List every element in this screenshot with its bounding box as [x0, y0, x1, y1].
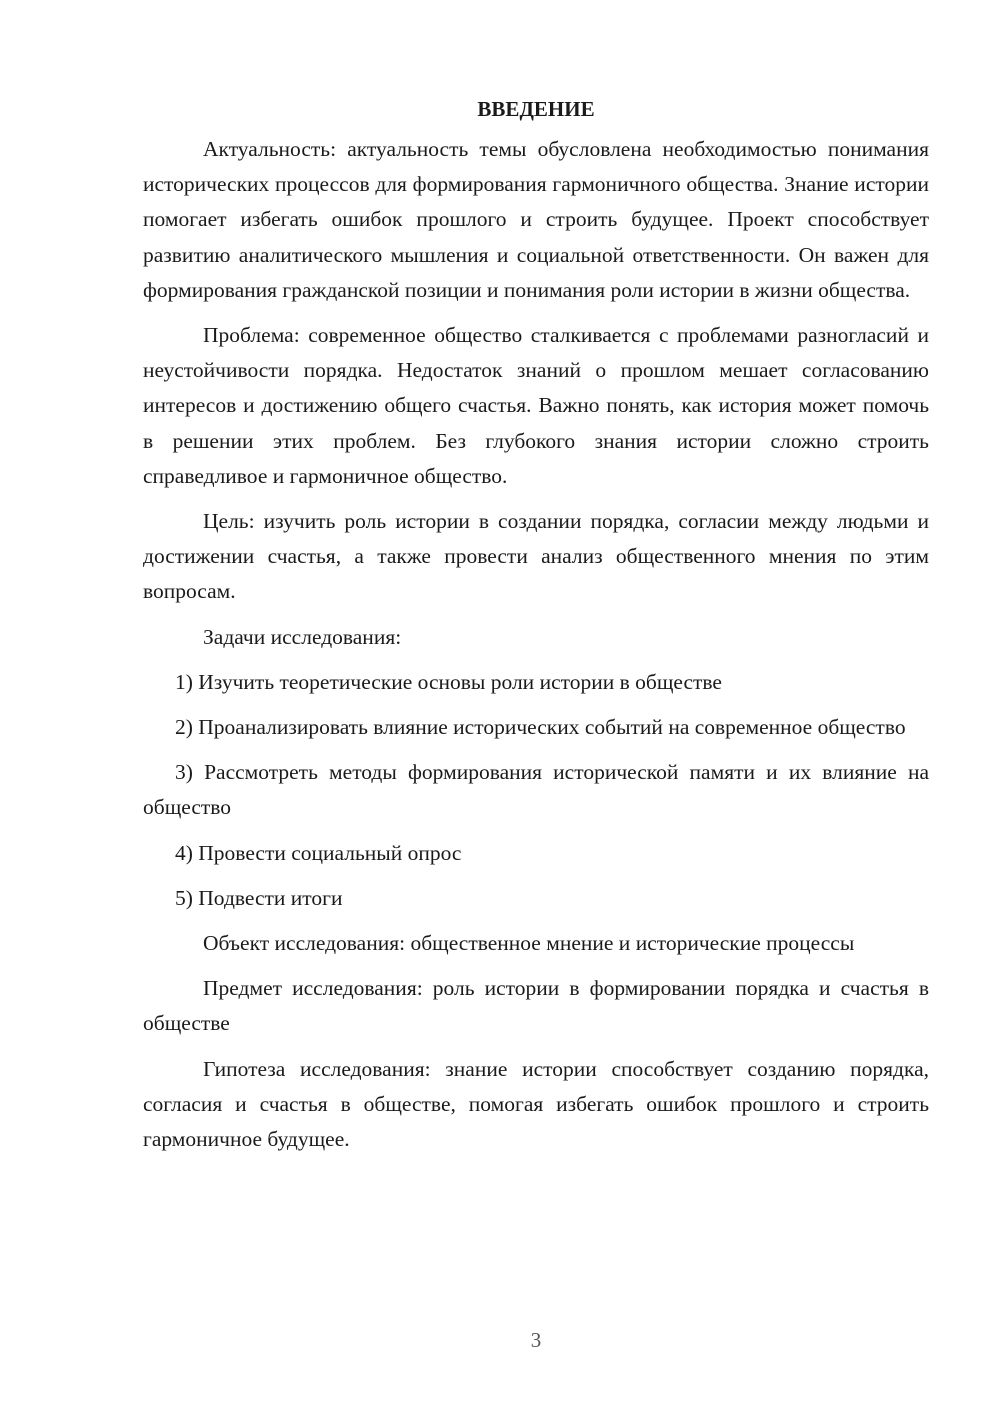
tasks-heading: Задачи исследования:: [203, 624, 402, 649]
task-item-2: 2) Проанализировать влияние исторических событий на современное общество: [175, 715, 906, 740]
task-item-1: 1) Изучить теоретические основы роли истории в обществе: [175, 669, 722, 694]
subject-paragraph: Предмет исследования: роль истории в формировании порядка и счастья в обществе: [143, 976, 929, 1036]
task-item-3: 3) Рассмотреть методы формирования исторической памяти и их влияние на общество: [143, 760, 929, 820]
object-paragraph: Объект исследования: общественное мнение и исторические процессы: [203, 931, 855, 956]
relevance-paragraph: Актуальность: актуальность темы обусловлена необходимостью понимания исторических процессов для формирования гармоничного общества. Знание истории помогает избегать ошибок прошлого и строить будущее. Проект способствует развитию аналитического мышления и социальной ответственности. Он важен для формирования гражданской позиции и понимания роли истории в жизни общества.: [143, 137, 929, 302]
hypothesis-paragraph: Гипотеза исследования: знание истории способствует созданию порядка, согласия и счастья в обществе, помогая избегать ошибок прошлого и строить гармоничное будущее.: [143, 1056, 929, 1152]
goal-paragraph: Цель: изучить роль истории в создании порядка, согласии между людьми и достижении счастья, а также провести анализ общественного мнения по этим вопросам.: [143, 509, 929, 604]
task-item-5: 5) Подвести итоги: [175, 885, 343, 910]
page-number: 3: [530, 1328, 542, 1352]
problem-paragraph: Проблема: современное общество сталкивается с проблемами разногласий и неустойчивости порядка. Недостаток знаний о прошлом мешает согласованию интересов и достижению общего счастья. Важно понять, как история может помочь в решении этих проблем. Без глубокого знания истории сложно строить справедливое и гармоничное общество.: [143, 323, 929, 488]
section-heading: ВВЕДЕНИЕ: [477, 97, 595, 121]
document-page: [143, 92, 929, 1157]
task-item-4: 4) Провести социальный опрос: [175, 840, 462, 865]
